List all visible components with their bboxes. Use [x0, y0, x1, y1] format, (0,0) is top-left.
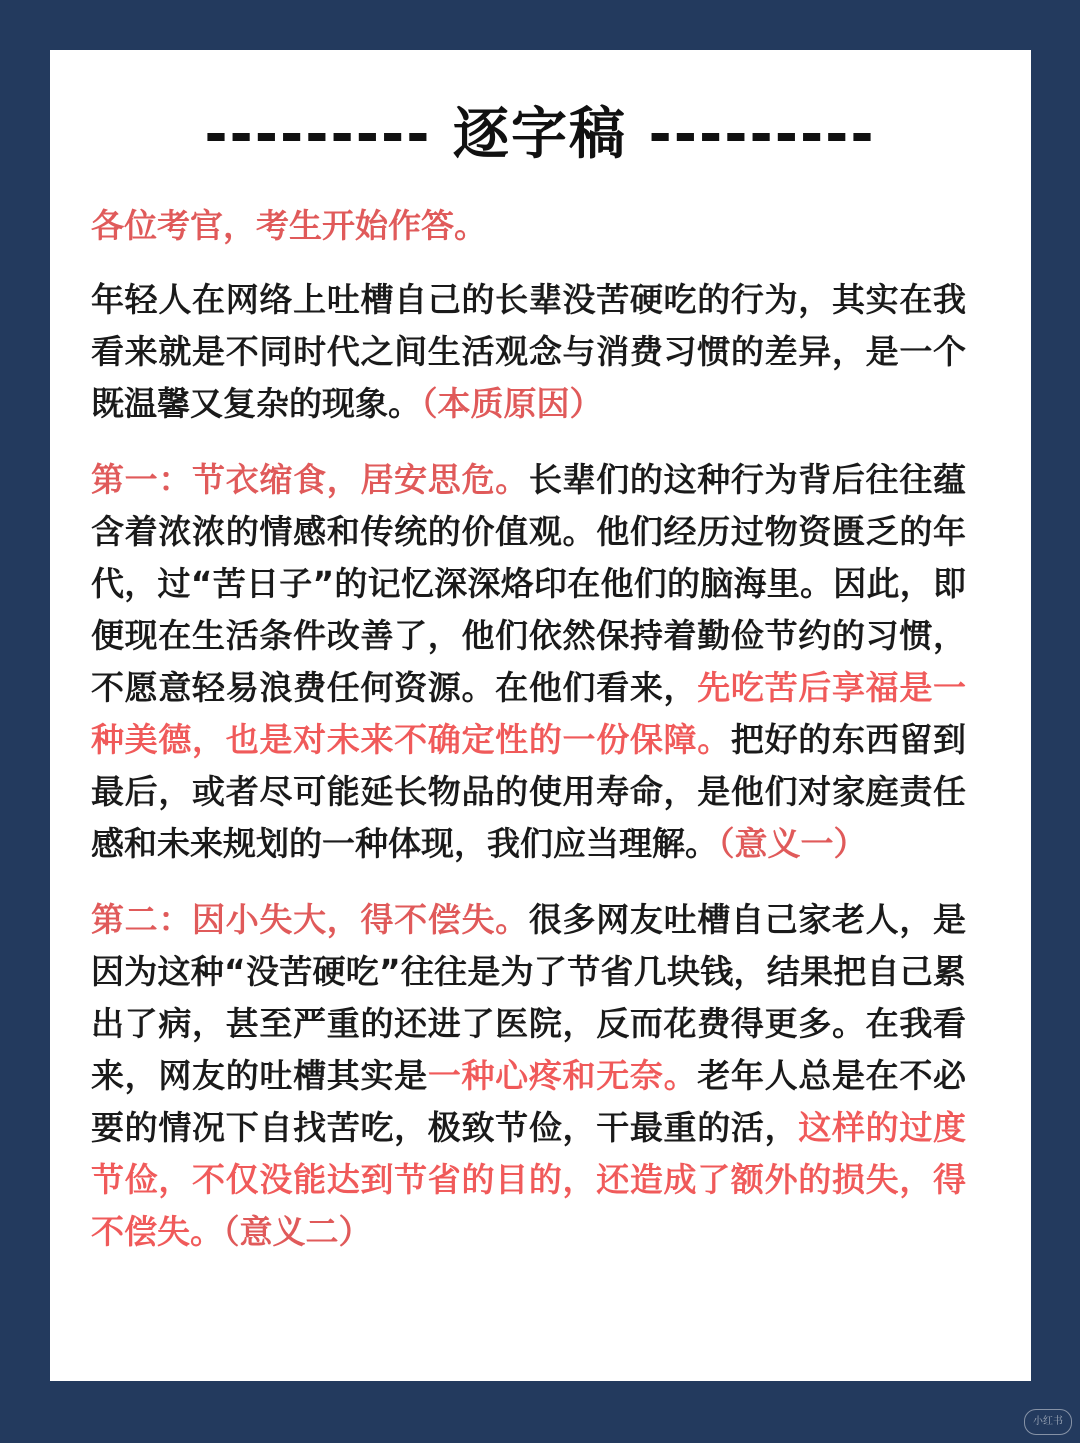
point-two-heading: 第二：因小失大，得不偿失。	[91, 900, 529, 939]
point-one-paragraph	[91, 454, 966, 870]
page-title: --------- 逐字稿 ---------	[204, 102, 876, 167]
point-two-highlight-two: 这样的过度节俭，不仅没能达到节省的目的，还造成了额外的损失，得不偿失。	[91, 1108, 967, 1251]
point-two-text: 很多网友吐槽自己家老人，是因为这种“没苦硬吃”往往是为了节省几块钱，结果把自己累出了病，甚至严重的还进了医院，反而花费得更多。在我看来，网友的吐槽其实是	[91, 900, 967, 1095]
point-one-heading: 第一：节衣缩食，居安思危。	[91, 460, 529, 499]
greeting: 各位考官，考生开始作答。	[91, 206, 487, 245]
point-two-paragraph	[91, 894, 966, 1258]
intro-paragraph	[91, 274, 966, 430]
point-one-highlight: 先吃苦后享福是一种美德，也是对未来不确定性的一份保障。	[91, 668, 967, 759]
point-one-text: 长辈们的这种行为背后往往蕴含着浓浓的情感和传统的价值观。他们经历过物资匮乏的年代，过“苦日子”的记忆深深烙印在他们的脑海里。因此，即便现在生活条件改善了，他们依然保持着勤俭节约的习惯，不愿意轻易浪费任何资源。在他们看来，	[91, 460, 967, 707]
point-two-tag: （意义二）	[223, 1212, 372, 1251]
article-body	[91, 200, 966, 1282]
intro-tag: （本质原因）	[421, 384, 603, 423]
point-two-highlight-one: 一种心疼和无奈。	[427, 1056, 698, 1095]
intro-text: 年轻人在网络上吐槽自己的长辈没苦硬吃的行为，其实在我看来就是不同时代之间生活观念与消费习惯的差异，是一个既温馨又复杂的现象。	[91, 280, 966, 423]
point-one-tag: （意义一）	[718, 824, 867, 863]
point-one-text-continued: 把好的东西留到最后，或者尽可能延长物品的使用寿命，是他们对家庭责任感和未来规划的一种体现，我们应当理解。	[91, 720, 967, 863]
watermark-logo: 小红书	[1024, 1409, 1072, 1435]
point-two-text-continued: 老年人总是在不必要的情况下自找苦吃，极致节俭，干最重的活，	[91, 1056, 967, 1147]
